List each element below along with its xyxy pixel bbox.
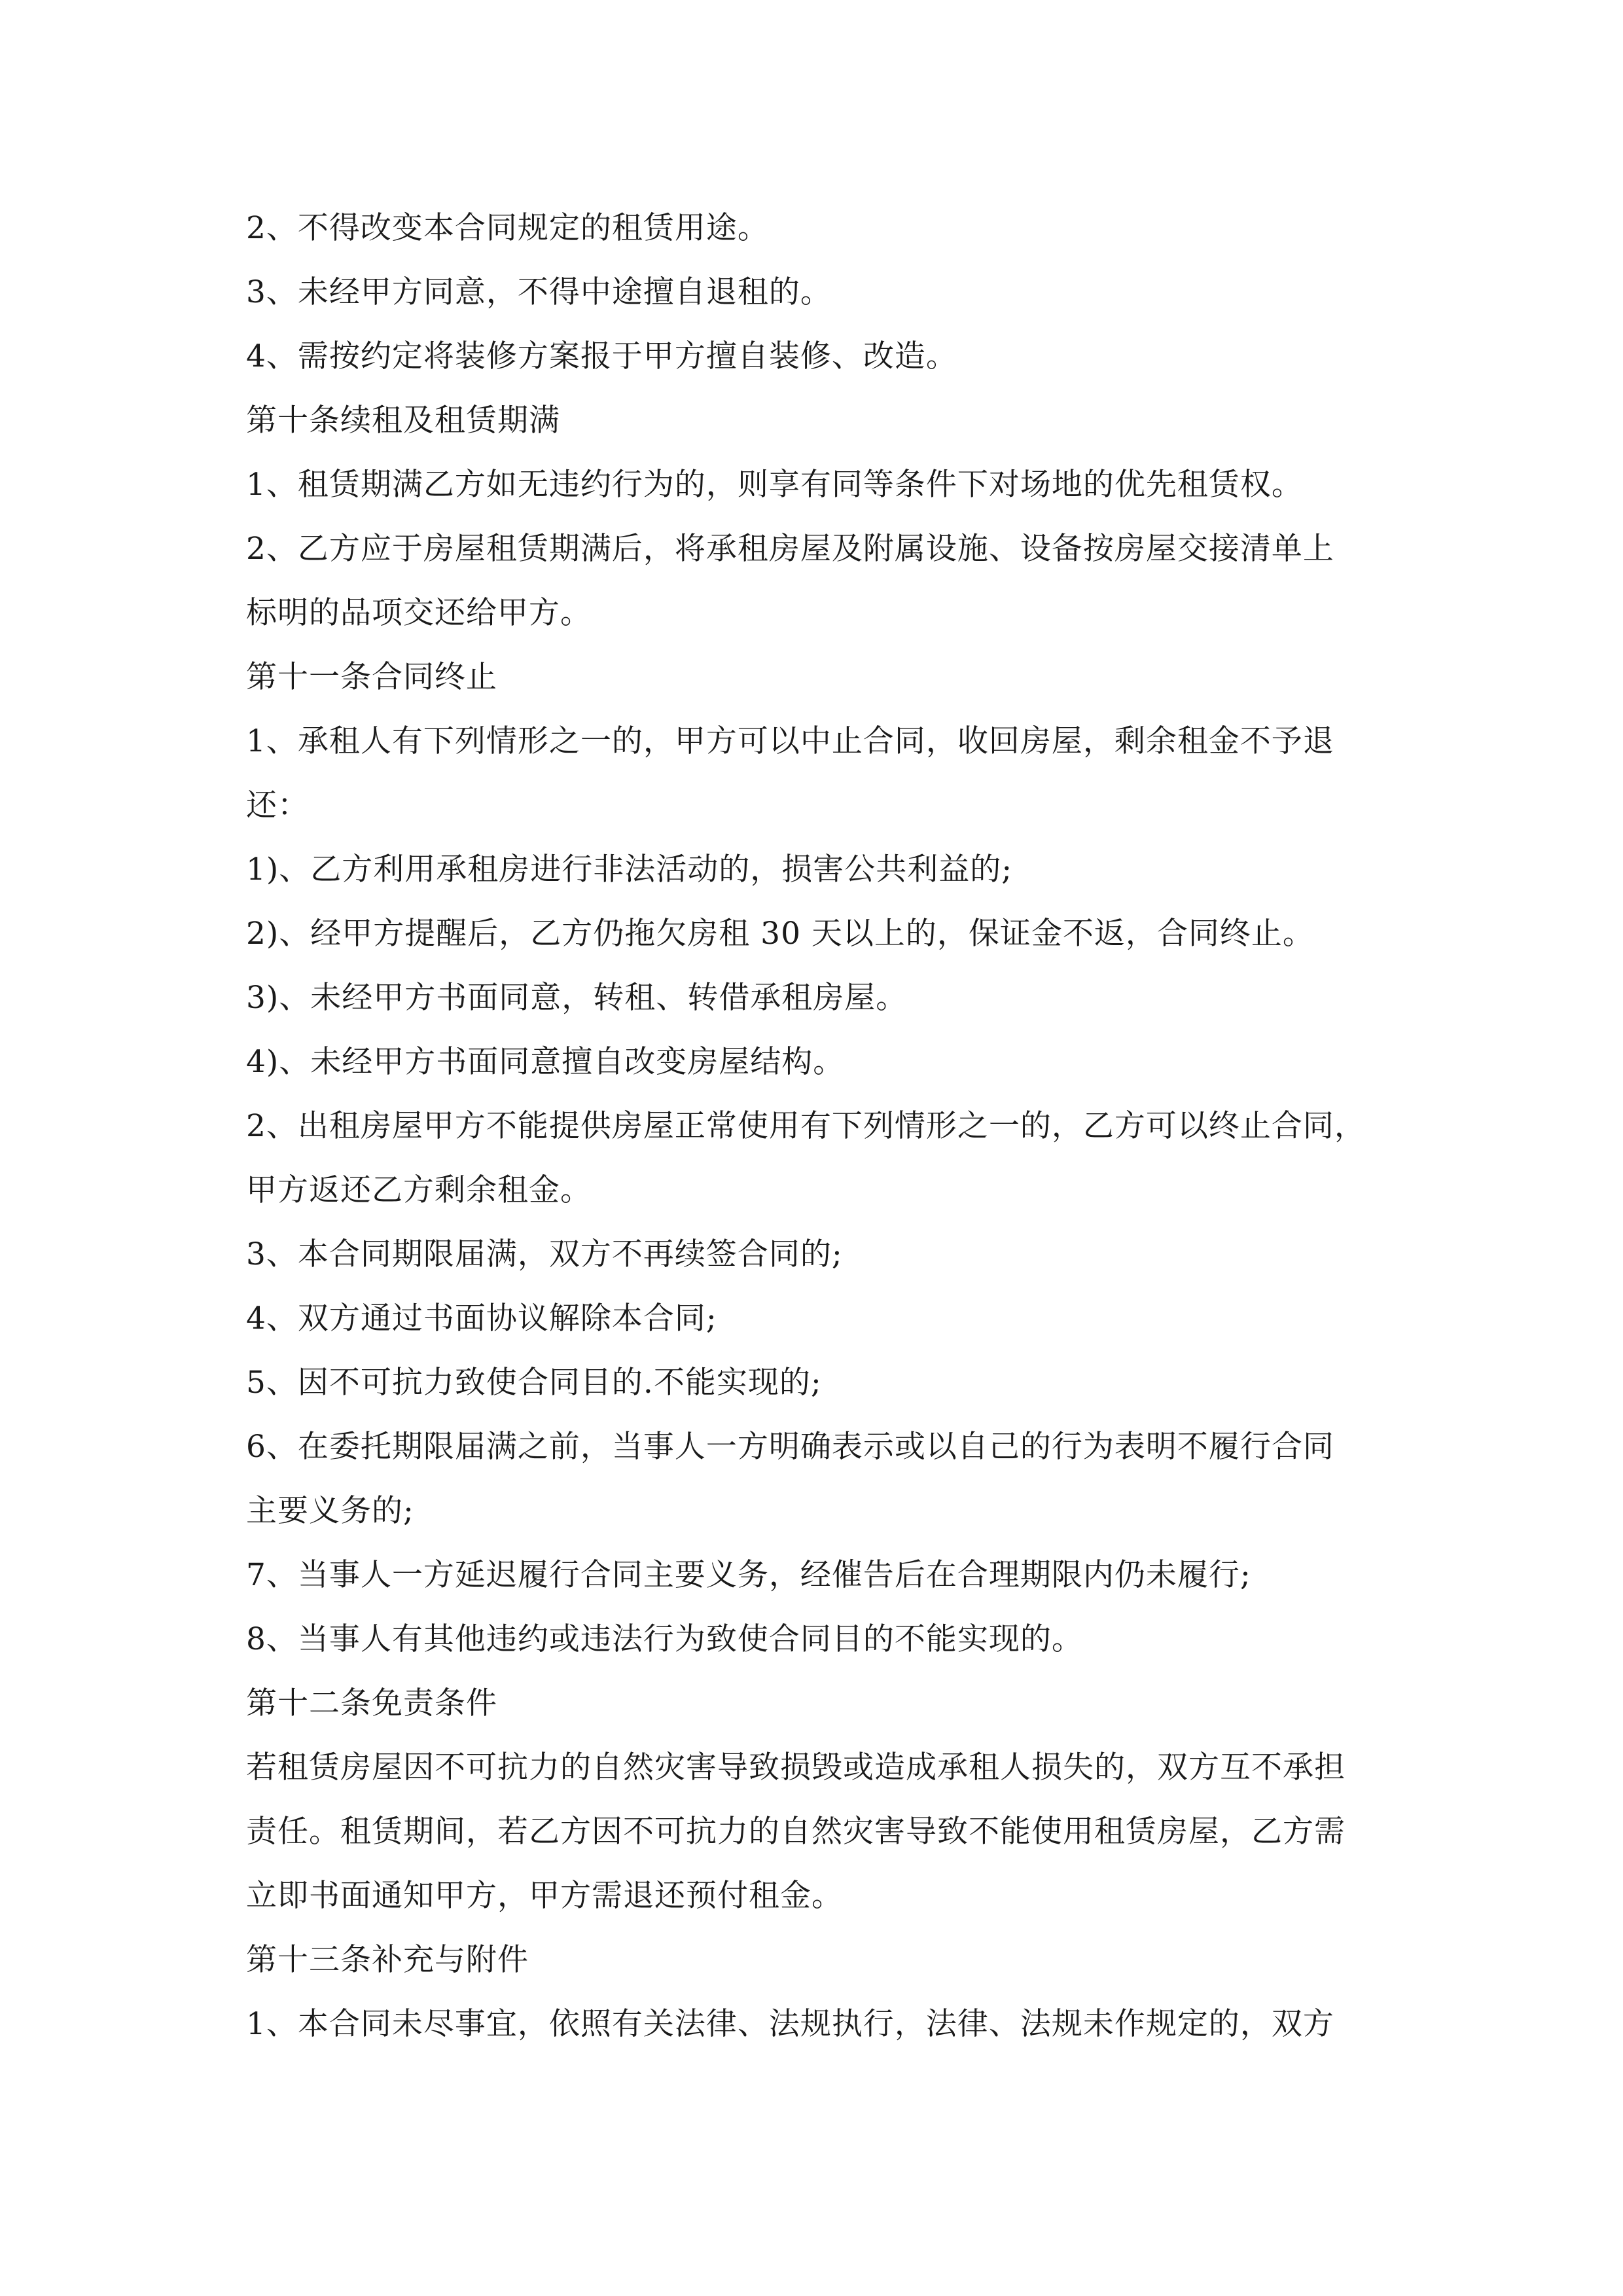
clause-line: 责任。租赁期间，若乙方因不可抗力的自然灾害导致不能使用租赁房屋，乙方需 [246, 1814, 1346, 1850]
clause-line: 3、未经甲方同意，不得中途擅自退租的。 [246, 274, 832, 310]
clause-line: 2、乙方应于房屋租赁期满后，将承租房屋及附属设施、设备按房屋交接清单上 [246, 531, 1334, 567]
section-heading: 第十三条补充与附件 [246, 1942, 529, 1978]
clause-line: 3)、未经甲方书面同意，转租、转借承租房屋。 [246, 980, 908, 1016]
clause-line: 1、本合同未尽事宜，依照有关法律、法规执行，法律、法规未作规定的，双方 [246, 2006, 1334, 2042]
clause-line: 标明的品项交还给甲方。 [246, 595, 592, 631]
clause-line: 4、需按约定将装修方案报于甲方擅自装修、改造。 [246, 338, 957, 374]
clause-line: 若租赁房屋因不可抗力的自然灾害导致损毁或造成承租人损失的，双方互不承担 [246, 1749, 1346, 1785]
section-heading: 第十一条合同终止 [246, 659, 497, 695]
clause-line: 4)、未经甲方书面同意擅自改变房屋结构。 [246, 1044, 845, 1080]
clause-line: 2、出租房屋甲方不能提供房屋正常使用有下列情形之一的，乙方可以终止合同， [246, 1108, 1366, 1144]
clause-line: 主要义务的; [246, 1493, 414, 1529]
clause-line: 2)、经甲方提醒后，乙方仍拖欠房租 30 天以上的，保证金不返，合同终止。 [246, 916, 1314, 952]
clause-line: 还： [246, 787, 309, 823]
clause-line: 甲方返还乙方剩余租金。 [246, 1172, 592, 1208]
clause-line: 5、因不可抗力致使合同目的.不能实现的; [246, 1365, 822, 1401]
clause-line: 8、当事人有其他违约或违法行为致使合同目的不能实现的。 [246, 1621, 1083, 1657]
clause-line: 3、本合同期限届满，双方不再续签合同的; [246, 1236, 843, 1272]
clause-line: 1、租赁期满乙方如无违约行为的，则享有同等条件下对场地的优先租赁权。 [246, 467, 1303, 503]
clause-line: 6、在委托期限届满之前，当事人一方明确表示或以自己的行为表明不履行合同 [246, 1429, 1334, 1465]
clause-line: 1、承租人有下列情形之一的，甲方可以中止合同，收回房屋，剩余租金不予退 [246, 723, 1334, 759]
clause-line: 4、双方通过书面协议解除本合同; [246, 1300, 717, 1336]
section-heading: 第十条续租及租赁期满 [246, 403, 560, 439]
section-heading: 第十二条免责条件 [246, 1685, 497, 1721]
clause-line: 2、不得改变本合同规定的租赁用途。 [246, 210, 769, 246]
clause-line: 7、当事人一方延迟履行合同主要义务，经催告后在合理期限内仍未履行; [246, 1557, 1251, 1593]
clause-line: 1)、乙方利用承租房进行非法活动的，损害公共利益的; [246, 852, 1013, 888]
document-body [246, 196, 1385, 2056]
clause-line: 立即书面通知甲方，甲方需退还预付租金。 [246, 1878, 843, 1914]
